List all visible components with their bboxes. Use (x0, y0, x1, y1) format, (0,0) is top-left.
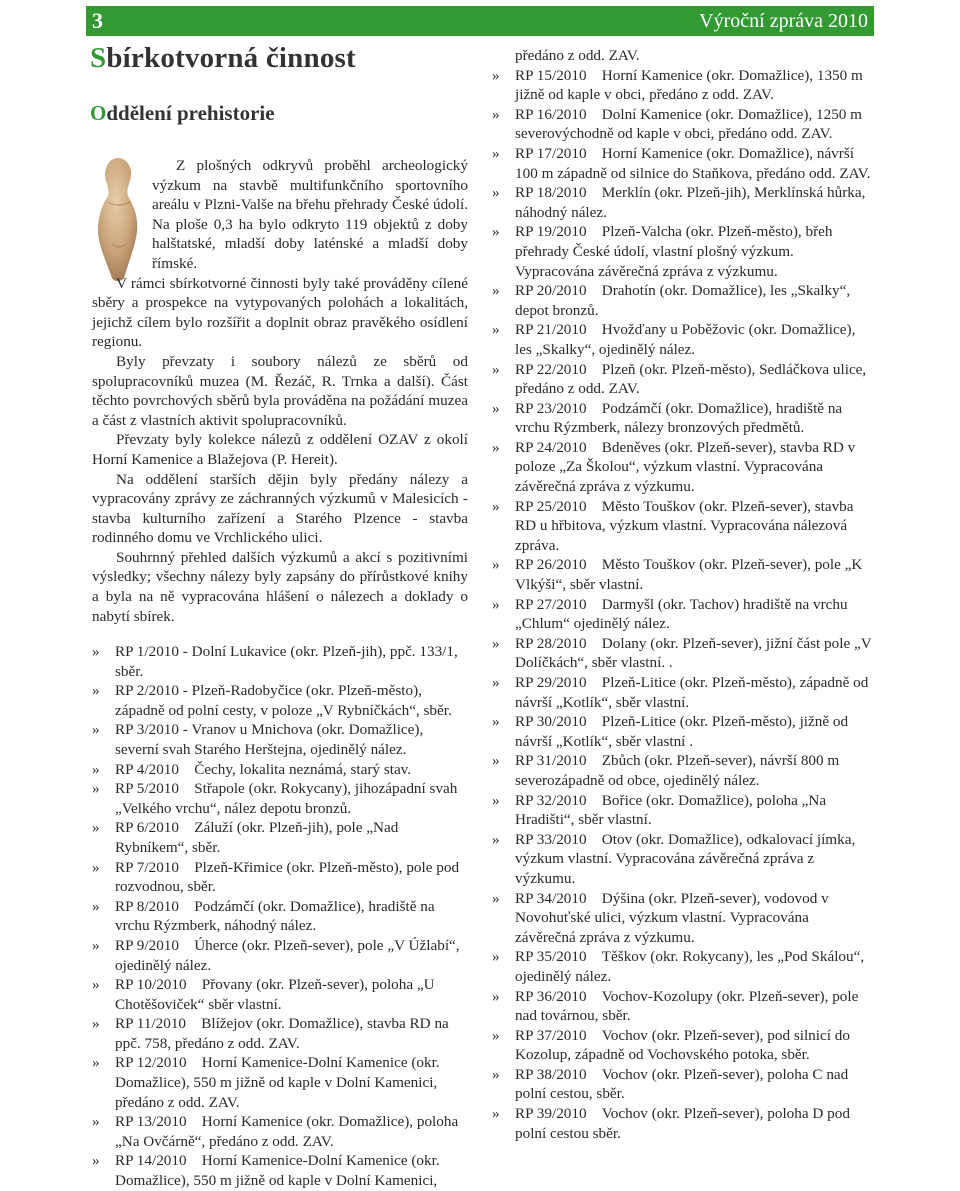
list-item (492, 183, 872, 222)
item-text: Vochov-Kozolupy (okr. Plzeň-sever), pole nad továrnou, sběr. (515, 987, 859, 1025)
item-code: RP 7/2010 (115, 858, 179, 876)
list-item (492, 497, 872, 556)
item-text: Vochov (okr. Plzeň-sever), poloha C nad polní cestou, sběr. (515, 1065, 849, 1103)
item-text: - Vranov u Mnichova (okr. Domažlice), severní svah Starého Herštejna, ojedinělý nález. (115, 721, 424, 758)
bullet-icon: » (492, 830, 500, 848)
item-text: Horní Kamenice-Dolní Kamenice (okr. Domažlice), 550 m jižně od kaple v Dolní Kamenici, předáno z odd. ZAV. (115, 1054, 440, 1111)
item-text: Drahotín (okr. Domažlice), les „Skalky“, depot bronzů. (515, 282, 851, 319)
bullet-icon: » (492, 713, 500, 731)
list-item (492, 634, 872, 673)
list-item (492, 673, 872, 712)
list-item (492, 555, 872, 594)
list-item (492, 791, 872, 830)
item-code: RP 13/2010 (115, 1113, 187, 1131)
item-code: RP 15/2010 (515, 66, 587, 84)
bullet-icon: » (92, 780, 100, 798)
page-number: 3 (92, 8, 103, 33)
item-code: RP 12/2010 (115, 1054, 187, 1072)
item-code: RP 28/2010 (515, 634, 587, 652)
page-title-rest: bírkotvorná činnost (106, 42, 356, 74)
item-text: Dolní Kamenice (okr. Domažlice), 1250 m severovýchodně od kaple v obci, předáno odd. ZAV. (515, 105, 862, 143)
list-item (92, 720, 468, 759)
bullet-icon: » (492, 360, 500, 378)
finds-list-right-column (492, 46, 872, 1143)
section-title (90, 101, 275, 126)
item-text: Dýšina (okr. Plzeň-sever), vodovod v Novohuťské ulici, výzkum vlastní. Vypracována závěrečná zpráva z výzkumu. (515, 889, 829, 946)
bullet-icon: » (492, 889, 500, 907)
finds-list-right (492, 66, 872, 1144)
list-item (492, 144, 872, 183)
item-code: RP 23/2010 (515, 399, 587, 417)
list-item (492, 1026, 872, 1065)
bullet-icon: » (492, 752, 500, 770)
list-item (92, 779, 468, 818)
bullet-icon: » (492, 66, 500, 84)
item-text: Podzámčí (okr. Domažlice), hradiště na vrchu Rýzmberk, náhodný nález. (115, 897, 435, 935)
finds-list-left (92, 642, 468, 1191)
item-code: RP 29/2010 (515, 674, 587, 691)
list-item (492, 105, 872, 144)
bullet-icon: » (92, 976, 100, 994)
bullet-icon: » (492, 987, 500, 1005)
item-code: RP 27/2010 (515, 595, 587, 613)
item-code: RP 17/2010 (515, 144, 587, 162)
item-code: RP 38/2010 (515, 1065, 587, 1083)
bullet-icon: » (492, 399, 500, 417)
item-code: RP 2/2010 (115, 682, 179, 700)
item-text: Horní Kamenice (okr. Domažlice), 1350 m jižně od kaple v obci, předáno z odd. ZAV. (515, 66, 863, 104)
bullet-icon: » (492, 223, 500, 241)
item-text: Bdeněves (okr. Plzeň-sever), stavba RD v poloze „Za Školou“, výzkum vlastní. Vypracována závěrečná zpráva z výzkumu. (515, 438, 856, 496)
paragraph: Na oddělení starších dějin byly předány nálezy a vypracovány zprávy ze záchranných výzkumů v Malesicích - stavba kulturního zařízení a Starého Plzence - stavba rodinného domu ve Vrchlického ulici. (92, 470, 468, 547)
list-item (492, 987, 872, 1026)
item-text: Horní Kamenice (okr. Domažlice), návrší 100 m západně od silnice do Staňkova, předáno odd. ZAV. (515, 144, 871, 182)
item-code: RP 35/2010 (515, 948, 587, 966)
list-item (492, 1065, 872, 1104)
item-text: Čechy, lokalita neznámá, starý stav. (194, 760, 412, 778)
item-text: Horní Kamenice (okr. Domažlice), poloha „Na Ovčárně“, předáno z odd. ZAV. (115, 1113, 459, 1150)
list-item (92, 642, 468, 681)
paragraph: Převzaty byly kolekce nálezů z oddělení OZAV z okolí Horní Kamenice a Blažejova (P. Hereit). (92, 431, 468, 468)
bullet-icon: » (492, 321, 500, 339)
bullet-icon: » (492, 184, 500, 202)
item-text: Hvožďany u Poběžovic (okr. Domažlice), les „Skalky“, ojedinělý nález. (515, 321, 856, 358)
item-code: RP 6/2010 (115, 819, 179, 837)
item-code: RP 18/2010 (515, 184, 587, 202)
item-code: RP 3/2010 (115, 721, 179, 739)
bullet-icon: » (92, 1015, 100, 1033)
item-code: RP 20/2010 (515, 282, 587, 300)
paragraph: V rámci sbírkotvorné činnosti byly také prováděny cílené sběry a prospekce na vytypovaných polohách a lokalitách, jejichž cílem bylo rozšířit a doplnit obraz pravěkého osídlení regionu. (92, 274, 468, 351)
header-band (86, 6, 874, 36)
list-item (492, 281, 872, 320)
item-code: RP 1/2010 (115, 643, 179, 660)
item-code: RP 10/2010 (115, 976, 187, 994)
list-item (92, 1151, 468, 1190)
bullet-icon: » (92, 936, 100, 954)
item-code: RP 4/2010 (115, 760, 179, 778)
list-item (492, 360, 872, 399)
item-code: RP 31/2010 (515, 752, 587, 770)
item-code: RP 24/2010 (515, 438, 587, 456)
item-code: RP 19/2010 (515, 223, 587, 241)
item-text: Darmyšl (okr. Tachov) hradiště na vrchu „Chlum“ ojedinělý nález. (515, 595, 848, 633)
list-item-continuation: předáno z odd. ZAV. (515, 47, 640, 64)
item-text: Úherce (okr. Plzeň-sever), pole „V Úžlabí“, ojedinělý nález. (115, 936, 460, 974)
bullet-icon: » (92, 858, 100, 876)
item-text: Plzeň-Litice (okr. Plzeň-město), jižně od návrší „Kotlík“, sběr vlastní . (515, 713, 849, 750)
bullet-icon: » (492, 105, 500, 123)
bullet-icon: » (92, 1054, 100, 1072)
item-text: Těškov (okr. Rokycany), les „Pod Skálou“, ojedinělý nález. (515, 948, 865, 985)
item-text: Zbůch (okr. Plzeň-sever), návrší 800 m severozápadně od obce, ojedinělý nález. (515, 752, 840, 789)
bullet-icon: » (492, 634, 500, 652)
bullet-icon: » (492, 674, 500, 691)
section-title-rest: ddělení prehistorie (106, 101, 275, 125)
list-item (92, 975, 468, 1014)
bullet-icon: » (492, 144, 500, 162)
list-item (492, 830, 872, 889)
item-text: Město Touškov (okr. Plzeň-sever), stavba RD u hřbitova, výzkum vlastní. Vypracována nálezová zpráva. (515, 497, 854, 554)
item-code: RP 30/2010 (515, 713, 587, 731)
bullet-icon: » (492, 791, 500, 809)
bullet-icon: » (92, 1113, 100, 1131)
list-item (492, 889, 872, 948)
item-code: RP 11/2010 (115, 1015, 187, 1033)
report-title: Výroční zpráva 2010 (699, 9, 868, 32)
list-item (492, 438, 872, 497)
item-text: Horní Kamenice-Dolní Kamenice (okr. Domažlice), 550 m jižně od kaple v Dolní Kamenici, (115, 1152, 440, 1190)
paragraph: Souhrnný přehled dalších výzkumů a akcí s pozitivními výsledky; všechny nálezy byly zapsány do přírůstkové knihy a byla na ně vypracována hlášení o nálezech a doklady o nabytí sbírek. (92, 548, 468, 625)
bullet-icon: » (492, 282, 500, 300)
item-code: RP 16/2010 (515, 105, 587, 123)
list-item (92, 760, 468, 780)
item-text: - Plzeň-Radobyčice (okr. Plzeň-město), západně od polní cesty, v poloze „V Rybníčkách“, sběr. (115, 682, 452, 719)
item-text: Dolany (okr. Plzeň-sever), jižní část pole „V Dolíčkách“, sběr vlastní. . (515, 634, 872, 672)
list-item (492, 947, 872, 986)
item-code: RP 9/2010 (115, 936, 179, 954)
item-text: Podzámčí (okr. Domažlice), hradiště na vrchu Rýzmberk, nálezy bronzových předmětů. (515, 399, 843, 437)
item-code: RP 5/2010 (115, 780, 179, 798)
item-code: RP 22/2010 (515, 360, 587, 378)
bullet-icon: » (492, 1026, 500, 1044)
bullet-icon: » (492, 497, 500, 515)
item-code: RP 36/2010 (515, 987, 587, 1005)
list-item (92, 1053, 468, 1112)
bullet-icon: » (492, 948, 500, 966)
item-text: Plzeň-Křimice (okr. Plzeň-město), pole pod rozvodnou, sběr. (115, 858, 460, 896)
bullet-icon: » (492, 1065, 500, 1083)
bullet-icon: » (92, 819, 100, 837)
list-item (92, 897, 468, 936)
page-title (90, 42, 356, 75)
item-text: - Dolní Lukavice (okr. Plzeň-jih), ppč. 133/1, sběr. (115, 643, 458, 680)
list-item (92, 858, 468, 897)
list-item (92, 1014, 468, 1053)
section-title-initial: O (90, 101, 107, 125)
item-text: Bořice (okr. Domažlice), poloha „Na Hradišti“, sběr vlastní. (515, 791, 827, 829)
item-code: RP 32/2010 (515, 791, 587, 809)
item-text: Město Touškov (okr. Plzeň-sever), pole „K Vlkýši“, sběr vlastní. (515, 556, 863, 594)
list-item (492, 320, 872, 359)
list-item (492, 751, 872, 790)
item-text: Střapole (okr. Rokycany), jihozápadní svah „Velkého vrchu“, nález depotu bronzů. (115, 780, 458, 817)
bullet-icon: » (92, 643, 100, 660)
bullet-icon: » (92, 1152, 100, 1170)
item-text: Otov (okr. Domažlice), odkalovací jímka, výzkum vlastní. Vypracována závěrečná zpráva z výzkumu. (515, 830, 856, 887)
item-code: RP 26/2010 (515, 556, 587, 574)
list-item (492, 1104, 872, 1143)
list-item (92, 818, 468, 857)
item-text: Plzeň-Litice (okr. Plzeň-město), západně od návrší „Kotlík“, sběr vlastní. (515, 674, 869, 711)
item-code: RP 25/2010 (515, 497, 587, 515)
item-text: Vochov (okr. Plzeň-sever), poloha D pod polní cestou sběr. (515, 1105, 850, 1142)
list-item (492, 595, 872, 634)
list-item (92, 681, 468, 720)
bullet-icon: » (492, 556, 500, 574)
bullet-icon: » (92, 760, 100, 778)
item-text: Merklín (okr. Plzeň-jih), Merklínská hůrka, náhodný nález. (515, 184, 866, 221)
page-title-initial: S (90, 42, 107, 74)
item-code: RP 39/2010 (515, 1105, 587, 1123)
item-code: RP 8/2010 (115, 897, 179, 915)
bullet-icon: » (92, 721, 100, 739)
list-item (492, 66, 872, 105)
item-code: RP 33/2010 (515, 830, 587, 848)
item-text: Blížejov (okr. Domažlice), stavba RD na ppč. 758, předáno z odd. ZAV. (115, 1015, 449, 1052)
item-text: Plzeň (okr. Plzeň-město), Sedláčkova ulice, předáno z odd. ZAV. (515, 360, 867, 398)
list-item (492, 222, 872, 281)
item-code: RP 21/2010 (515, 321, 587, 339)
paragraph: Z plošných odkryvů proběhl archeologický výzkum na stavbě multifunkčního sportovního areálu v Plzni-Valše na břehu přehrady České údolí. Na ploše 0,3 ha bylo odkryto 119 objektů z doby halštatské, mladší doby laténské a mladší doby římské. (152, 157, 468, 272)
paragraph: Byly převzaty i soubory nálezů ze sběrů od spolupracovníků muzea (M. Řezáč, R. Trnka a další). Část těchto povrchových sběrů byla prováděna na požádání muzea a část z vlastních aktivit spolupracovníků. (92, 352, 468, 429)
item-code: RP 14/2010 (115, 1152, 187, 1170)
bullet-icon: » (492, 1105, 500, 1123)
item-code: RP 37/2010 (515, 1026, 587, 1044)
bullet-icon: » (92, 897, 100, 915)
intro-text (92, 156, 468, 626)
list-item (92, 1112, 468, 1151)
item-text: Vochov (okr. Plzeň-sever), pod silnicí do Kozolup, západně od Vochovského potoka, sběr. (515, 1026, 850, 1064)
bullet-icon: » (92, 682, 100, 700)
item-text: Záluží (okr. Plzeň-jih), pole „Nad Rybníkem“, sběr. (115, 819, 399, 856)
list-item (492, 712, 872, 751)
list-item (492, 399, 872, 438)
bullet-icon: » (492, 595, 500, 613)
item-text: Plzeň-Valcha (okr. Plzeň-město), břeh přehrady České údolí, vlastní plošný výzkum. Vypracována závěrečná zpráva z výzkumu. (515, 223, 833, 280)
list-item (92, 936, 468, 975)
item-text: Přovany (okr. Plzeň-sever), poloha „U Chotěšoviček“ sběr vlastní. (115, 976, 435, 1013)
bullet-icon: » (492, 438, 500, 456)
item-code: RP 34/2010 (515, 889, 587, 907)
